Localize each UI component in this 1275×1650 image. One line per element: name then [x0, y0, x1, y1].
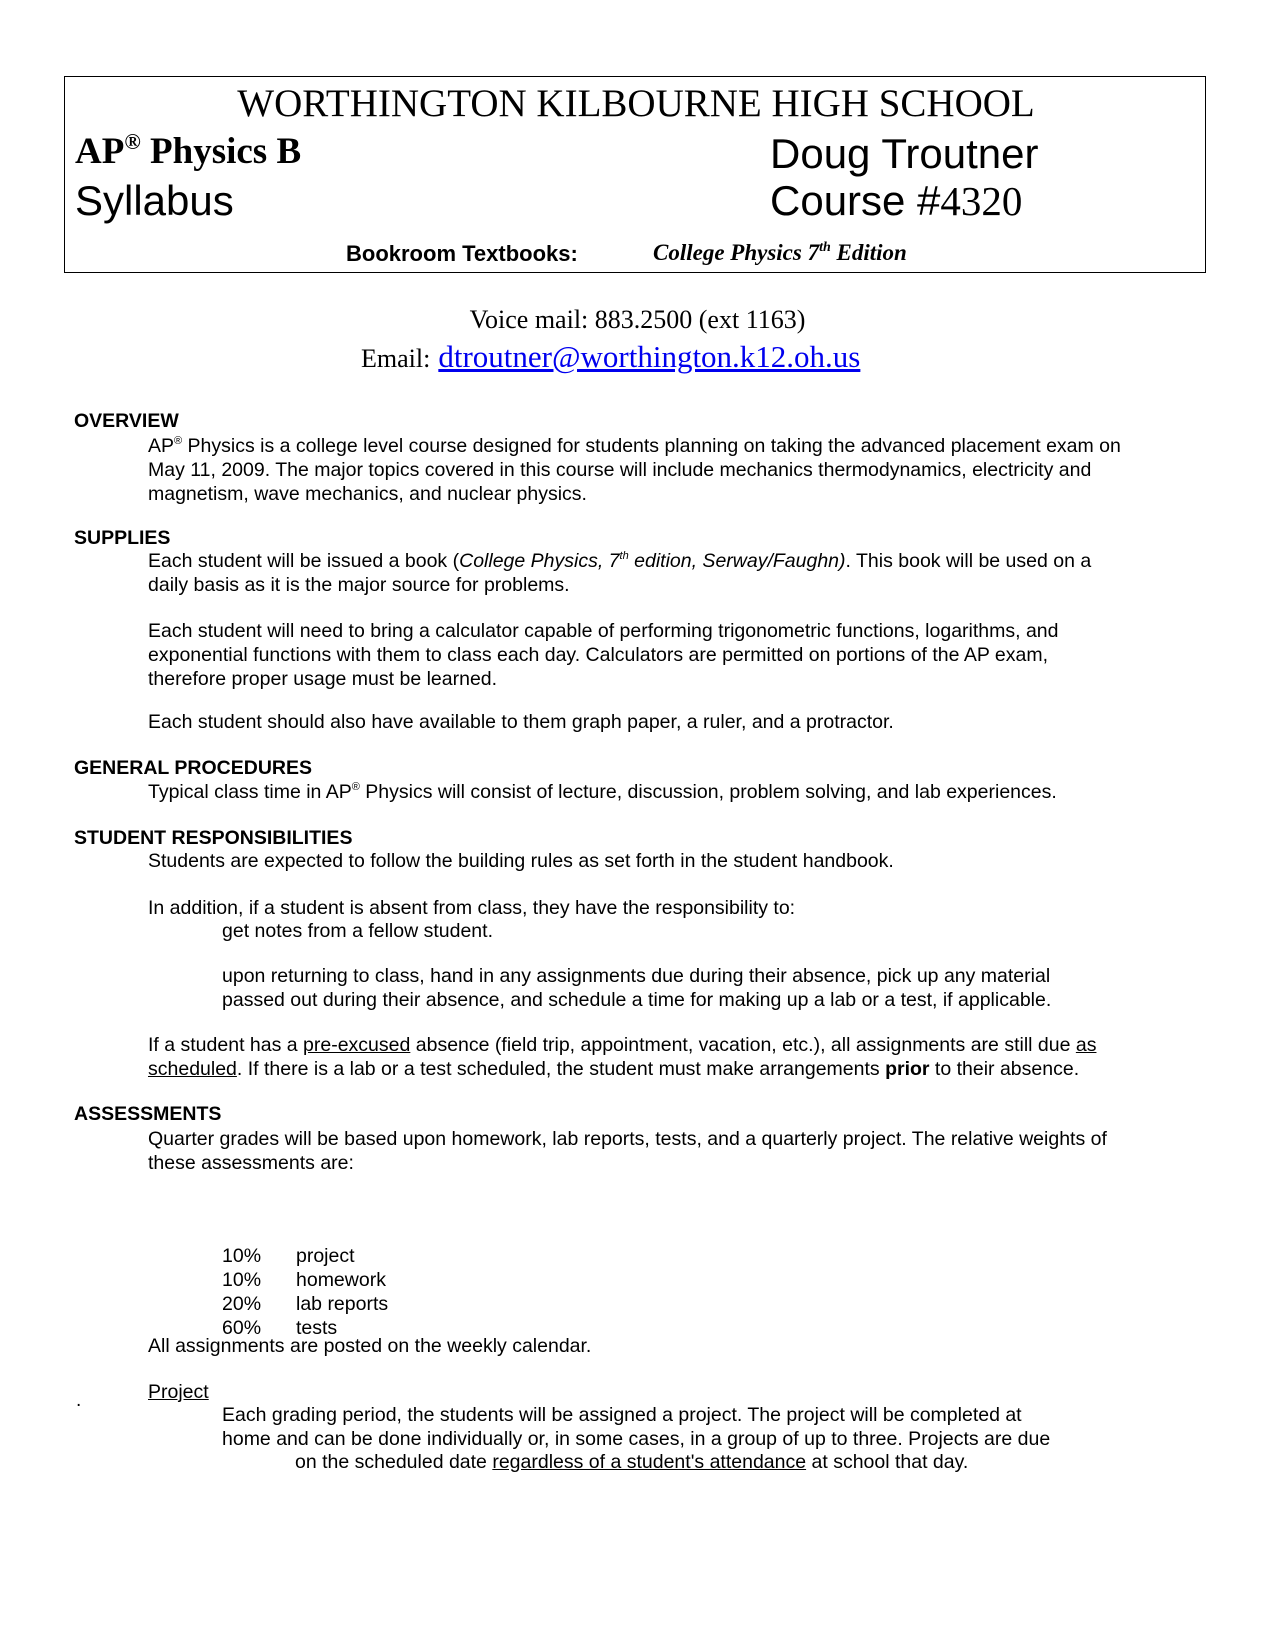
overview-text [148, 434, 1148, 506]
book-citation-after: edition, Serway/Faughn) [628, 550, 846, 572]
supplies-p1-before: Each student will be issued a book ( [148, 550, 460, 572]
email-line [361, 339, 860, 375]
textbook-title-suffix: Edition [830, 240, 907, 265]
registered-mark: ® [174, 435, 183, 447]
email-label: Email: [361, 344, 431, 373]
weight-item: lab reports [296, 1293, 389, 1315]
procedures-text [148, 780, 1208, 804]
teacher-name: Doug Troutner [770, 130, 1039, 177]
overview-text-prefix: AP [148, 435, 175, 457]
responsibilities-p2: In addition, if a student is absent from class, they have the responsibility to: [148, 897, 796, 919]
responsibilities-heading: STUDENT RESPONSIBILITIES [74, 827, 353, 849]
supplies-graph-paper-paragraph: Each student should also have available to them graph paper, a ruler, and a protractor. [148, 711, 894, 733]
course-name [75, 130, 301, 174]
course-suffix: Physics B [140, 131, 302, 172]
course-number-label: Course # [770, 177, 941, 224]
assessments-intro: Quarter grades will be based upon homework, lab reports, tests, and a quarterly project. The relative weights of these assessments are: [148, 1128, 1107, 1174]
p3-c: . If there is a lab or a test scheduled, the student must make arrangements [236, 1058, 886, 1080]
project-line-3-b: at school that day. [806, 1451, 969, 1473]
weight-row [222, 1268, 388, 1292]
project-line-1: Each grading period, the students will be assigned a project. The project will be completed at [222, 1404, 1022, 1426]
supplies-heading: SUPPLIES [74, 527, 171, 549]
registered-mark: ® [351, 781, 360, 793]
textbook-title-sup: th [819, 240, 831, 255]
overview-heading: OVERVIEW [74, 410, 179, 432]
doc-type: Syllabus [75, 177, 234, 224]
procedures-text-body: Physics will consist of lecture, discussion, problem solving, and lab experiences. [359, 781, 1057, 803]
pre-excused-term: pre-excused [303, 1034, 411, 1056]
assessments-heading: ASSESSMENTS [74, 1103, 222, 1125]
course-prefix: AP [75, 131, 125, 172]
prior-term: prior [885, 1058, 930, 1080]
overview-text-body: Physics is a college level course designed for students planning on taking the advanced placement exam on May 11, 2009. The major topics covered in this course will include mechanics thermodynamics, electricity and magnetism, wave mechanics, and nuclear physics. [148, 435, 1121, 505]
book-citation-title: College Physics, 7 [459, 550, 620, 572]
weight-percent: 10% [222, 1245, 262, 1267]
textbook-title [653, 240, 907, 266]
project-heading: Project [148, 1381, 209, 1403]
calendar-note: All assignments are posted on the weekly calendar. [148, 1335, 592, 1357]
project-line-3-a: on the scheduled date [295, 1451, 493, 1473]
weight-row [222, 1244, 388, 1268]
attendance-term: regardless of a student's attendance [492, 1451, 807, 1473]
responsibility-item-2: upon returning to class, hand in any assignments due during their absence, pick up any material passed out during their absence, and schedule a time for making up a lab or a test, if applicable. [222, 965, 1052, 1011]
p3-a: If a student has a [148, 1034, 304, 1056]
responsibility-item-1: get notes from a fellow student. [222, 920, 493, 942]
stray-mark: . [76, 1390, 82, 1411]
weight-percent: 60% [222, 1317, 262, 1339]
weight-row [222, 1292, 388, 1316]
textbook-title-prefix: College Physics 7 [653, 240, 820, 265]
registered-mark: ® [124, 129, 141, 154]
weight-item: project [296, 1245, 355, 1267]
book-citation [459, 550, 845, 572]
responsibilities-p3 [148, 1033, 1123, 1081]
p3-b: absence (field trip, appointment, vacation, etc.), all assignments are still due [410, 1034, 1076, 1056]
supplies-book-paragraph [148, 549, 1123, 597]
weight-percent: 10% [222, 1269, 262, 1291]
school-name: WORTHINGTON KILBOURNE HIGH SCHOOL [237, 82, 1035, 125]
weight-item: tests [296, 1317, 338, 1339]
course-number-value: 4320 [940, 178, 1023, 224]
project-line-3 [295, 1450, 1275, 1474]
supplies-p1-after: . This book will be used on a daily basis as it is the major source for problems. [148, 550, 1092, 596]
weight-percent: 20% [222, 1293, 262, 1315]
procedures-text-prefix: Typical class time in AP [148, 781, 352, 803]
p3-d: to their absence. [929, 1058, 1080, 1080]
as-scheduled-term: as scheduled [148, 1034, 1097, 1080]
procedures-heading: GENERAL PROCEDURES [74, 757, 313, 779]
book-citation-sup: th [619, 550, 629, 562]
supplies-calculator-paragraph: Each student will need to bring a calculator capable of performing trigonometric functions, logarithms, and exponential functions with them to class each day. Calculators are permitted on portions of the AP exam, therefore proper usage must be learned. [148, 620, 1059, 690]
voice-mail: Voice mail: 883.2500 (ext 1163) [469, 305, 806, 334]
weight-item: homework [296, 1269, 386, 1291]
header-box [64, 76, 1206, 273]
textbooks-label: Bookroom Textbooks: [346, 241, 578, 266]
project-line-2: home and can be done individually or, in some cases, in a group of up to three. Projects are due [222, 1428, 1051, 1450]
assessment-weights-table [222, 1244, 388, 1340]
email-link[interactable]: dtroutner@worthington.k12.oh.us [438, 339, 861, 374]
responsibilities-p1: Students are expected to follow the building rules as set forth in the student handbook. [148, 850, 894, 872]
course-number [770, 176, 1022, 226]
